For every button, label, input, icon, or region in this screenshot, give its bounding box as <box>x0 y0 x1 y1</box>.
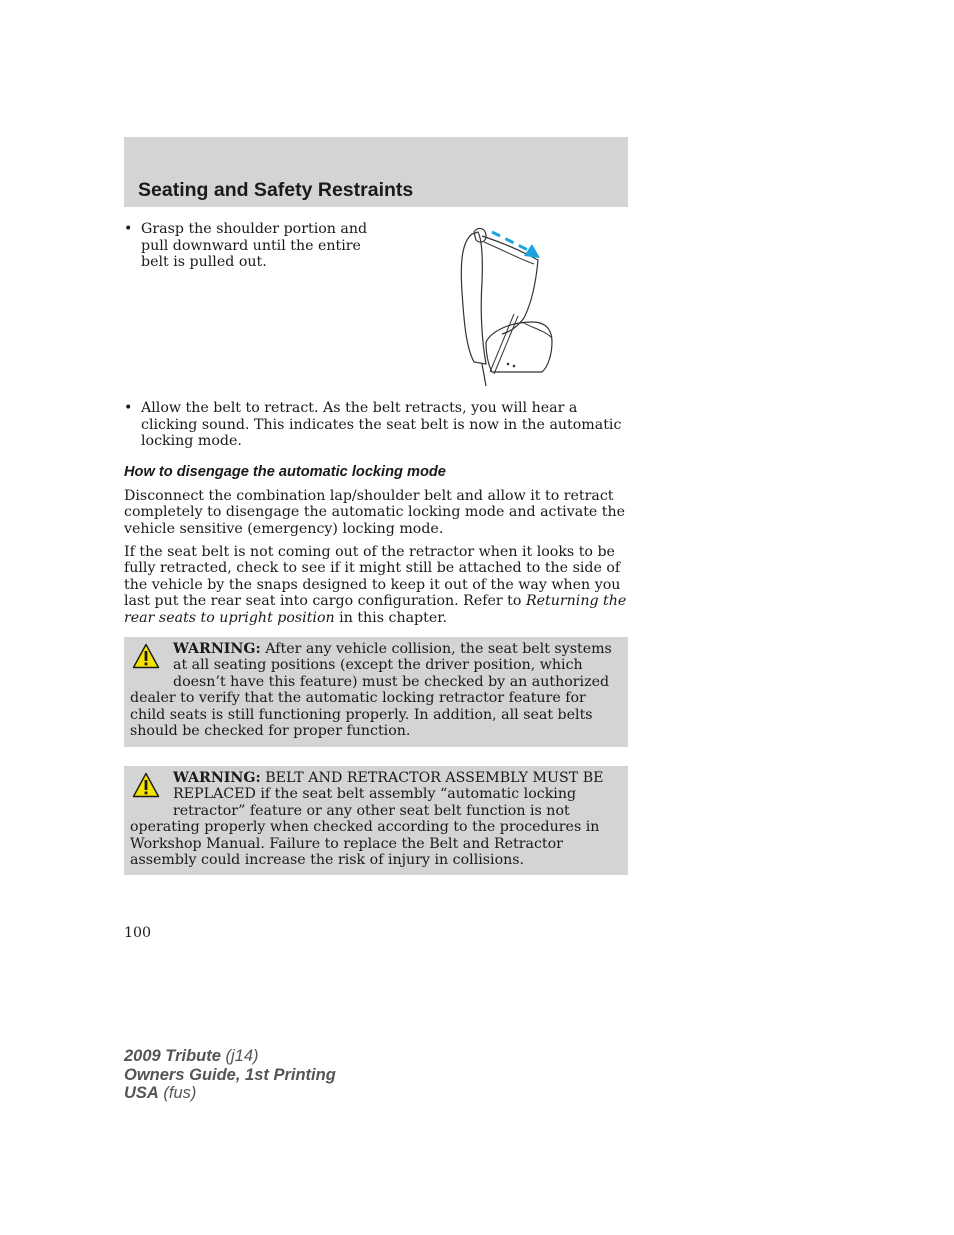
bullet-item-retract-belt <box>124 400 624 450</box>
warning-label: WARNING: <box>173 770 261 786</box>
page-number: 100 <box>124 925 152 941</box>
seat-back-outline <box>461 232 486 364</box>
bullet-text: Allow the belt to retract. As the belt retracts, you will hear a clicking sound. This indicates the seat belt is now in the automatic locking mode. <box>141 400 622 450</box>
bullet-text: Grasp the shoulder portion and pull downward until the entire belt is pulled out. <box>141 221 368 271</box>
warning-box-collision <box>124 637 628 747</box>
document-footer: 2009 Tribute (j14) Owners Guide, 1st Printing USA (fus) <box>124 1047 336 1102</box>
bullet-marker: • <box>124 221 133 237</box>
arrow-head <box>524 244 540 258</box>
section-header <box>124 137 628 207</box>
seat-belt-pull-illustration <box>452 222 562 390</box>
bullet-item-pull-belt <box>124 221 369 271</box>
section-title: Seating and Safety Restraints <box>138 179 414 201</box>
warning-label: WARNING: <box>173 641 261 657</box>
paragraph-disconnect: Disconnect the combination lap/shoulder belt and allow it to retract completely to disengage the automatic locking mode and activate the vehicle sensitive (emergency) locking mode. <box>124 488 626 537</box>
warning-box-replace-assembly <box>124 766 628 875</box>
warning-text: After any vehicle collision, the seat belt systems at all seating positions (except the driver position, which doesn’t have this feature) must be checked by an authorized dealer to verify that the automatic locking retractor feature for child seats is still functioning properly. In addition, all seat belts should be checked for proper function. <box>130 641 612 740</box>
cross-reference: Returning the rear seats to upright position <box>124 593 627 626</box>
seat-cushion-outline <box>486 322 552 372</box>
paragraph-retractor-check: If the seat belt is not coming out of the retractor when it looks to be fully retracted, check to see if it might still be attached to the side of the vehicle by the snaps designed to keep it out of the way when you last put the rear seat into cargo configuration. Refer to Returning the rear seats to upright position in this chapter. <box>124 544 627 626</box>
bullet-marker: • <box>124 400 133 416</box>
warning-text: BELT AND RETRACTOR ASSEMBLY MUST BE REPLACED if the seat belt assembly “automatic locking retractor” feature or any other seat belt function is not operating properly when checked according to the procedures in Workshop Manual. Failure to replace the Belt and Retractor assembly could increase the risk of injury in collisions. <box>130 770 604 869</box>
subsection-heading: How to disengage the automatic locking mode <box>124 464 446 480</box>
